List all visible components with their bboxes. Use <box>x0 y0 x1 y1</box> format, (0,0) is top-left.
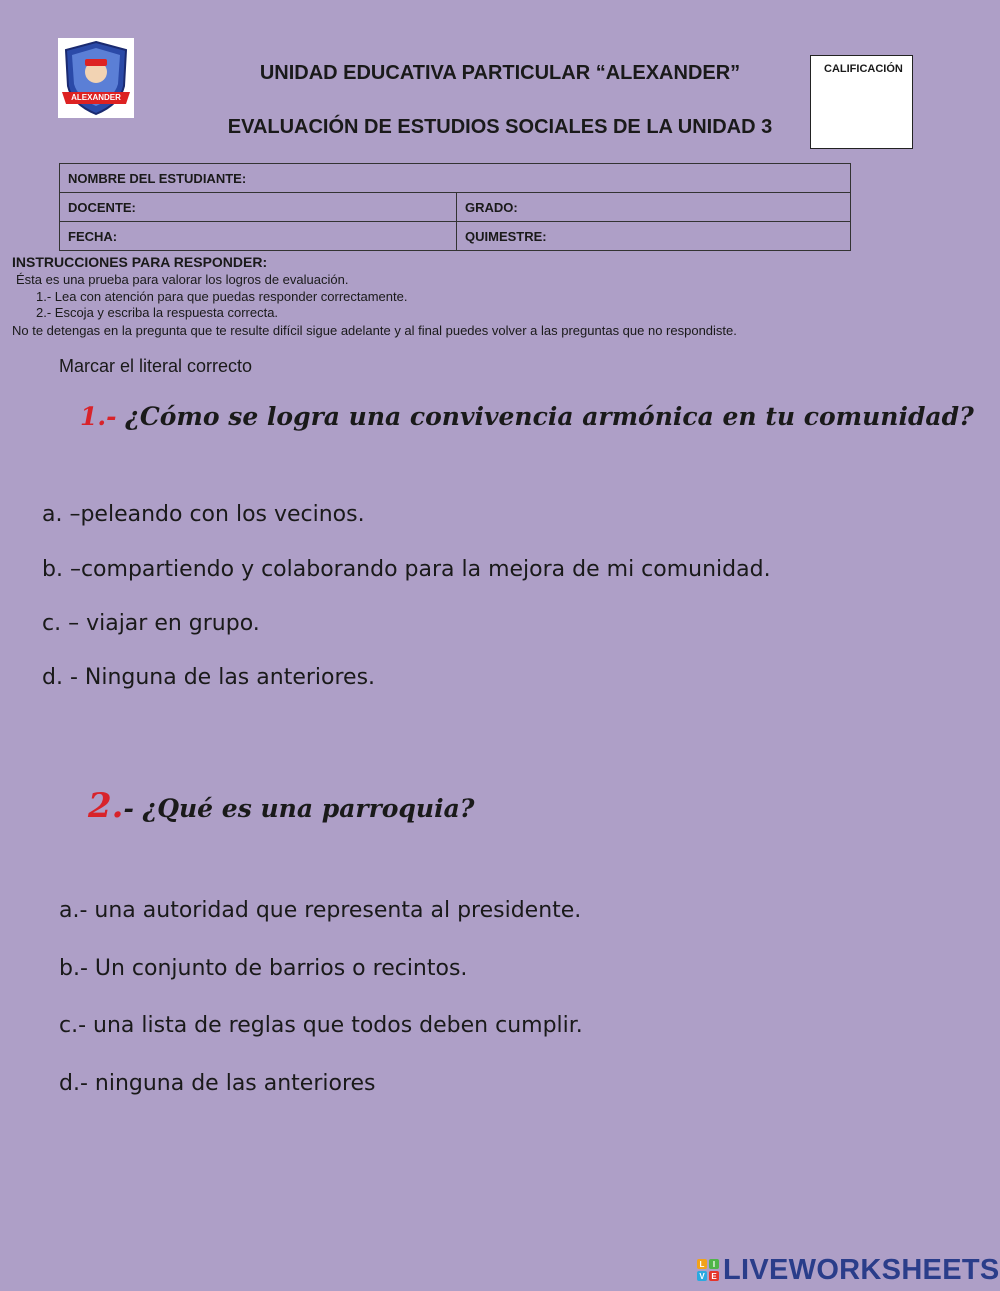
instructions-step-2: 2.- Escoja y escriba la respuesta correcta. <box>36 305 279 320</box>
grade-box-label: CALIFICACIÓN <box>824 63 903 75</box>
question-1-option-b[interactable]: b. –compartiendo y colaborando para la mejora de mi comunidad. <box>42 557 771 582</box>
liveworksheets-grid-icon <box>697 1259 719 1281</box>
exam-title: EVALUACIÓN DE ESTUDIOS SOCIALES DE LA UNIDAD 3 <box>227 116 773 138</box>
liveworksheets-logo[interactable] <box>697 1253 1000 1287</box>
instructions-step-1: 1.- Lea con atención para que puedas responder correctamente. <box>36 289 408 304</box>
grid-letter-e: E <box>709 1271 719 1281</box>
instructions-intro: Ésta es una prueba para valorar los logros de evaluación. <box>16 272 349 287</box>
question-2-number: 2. <box>88 786 124 826</box>
date-field[interactable]: FECHA: <box>60 222 457 251</box>
brand-name: LIVEWORKSHEETS <box>723 1253 1000 1286</box>
school-name: UNIDAD EDUCATIVA PARTICULAR “ALEXANDER” <box>259 62 741 84</box>
teacher-field[interactable]: DOCENTE: <box>60 193 457 222</box>
instructions-title: INSTRUCCIONES PARA RESPONDER: <box>12 254 268 270</box>
student-info-table <box>59 163 851 251</box>
question-1 <box>80 402 974 431</box>
question-1-option-d[interactable]: d. - Ninguna de las anteriores. <box>42 665 376 690</box>
grid-letter-l: L <box>697 1259 707 1269</box>
task-label: Marcar el literal correcto <box>59 356 253 376</box>
logo-text: ALEXANDER <box>71 93 121 102</box>
question-2-option-b[interactable]: b.- Un conjunto de barrios o recintos. <box>59 956 468 981</box>
question-2-option-d[interactable]: d.- ninguna de las anteriores <box>59 1071 376 1096</box>
question-2-text: - ¿Qué es una parroquia? <box>123 794 475 823</box>
school-logo <box>58 38 134 118</box>
question-2-option-c[interactable]: c.- una lista de reglas que todos deben cumplir. <box>59 1013 583 1038</box>
term-field[interactable]: QUIMESTRE: <box>457 222 851 251</box>
question-1-text: ¿Cómo se logra una convivencia armónica en tu comunidad? <box>116 402 974 431</box>
grid-letter-i: I <box>709 1259 719 1269</box>
question-2 <box>88 786 474 826</box>
question-2-option-a[interactable]: a.- una autoridad que representa al presidente. <box>59 898 582 923</box>
grade-box[interactable] <box>810 55 913 149</box>
question-1-number: 1.- <box>80 402 117 431</box>
student-name-field[interactable]: NOMBRE DEL ESTUDIANTE: <box>60 164 851 193</box>
question-1-option-c[interactable]: c. – viajar en grupo. <box>42 611 260 636</box>
instructions-note: No te detengas en la pregunta que te resulte difícil sigue adelante y al final puedes volver a las preguntas que no respondiste. <box>12 323 737 338</box>
grade-field[interactable]: GRADO: <box>457 193 851 222</box>
question-1-option-a[interactable]: a. –peleando con los vecinos. <box>42 502 365 527</box>
grid-letter-v: V <box>697 1271 707 1281</box>
